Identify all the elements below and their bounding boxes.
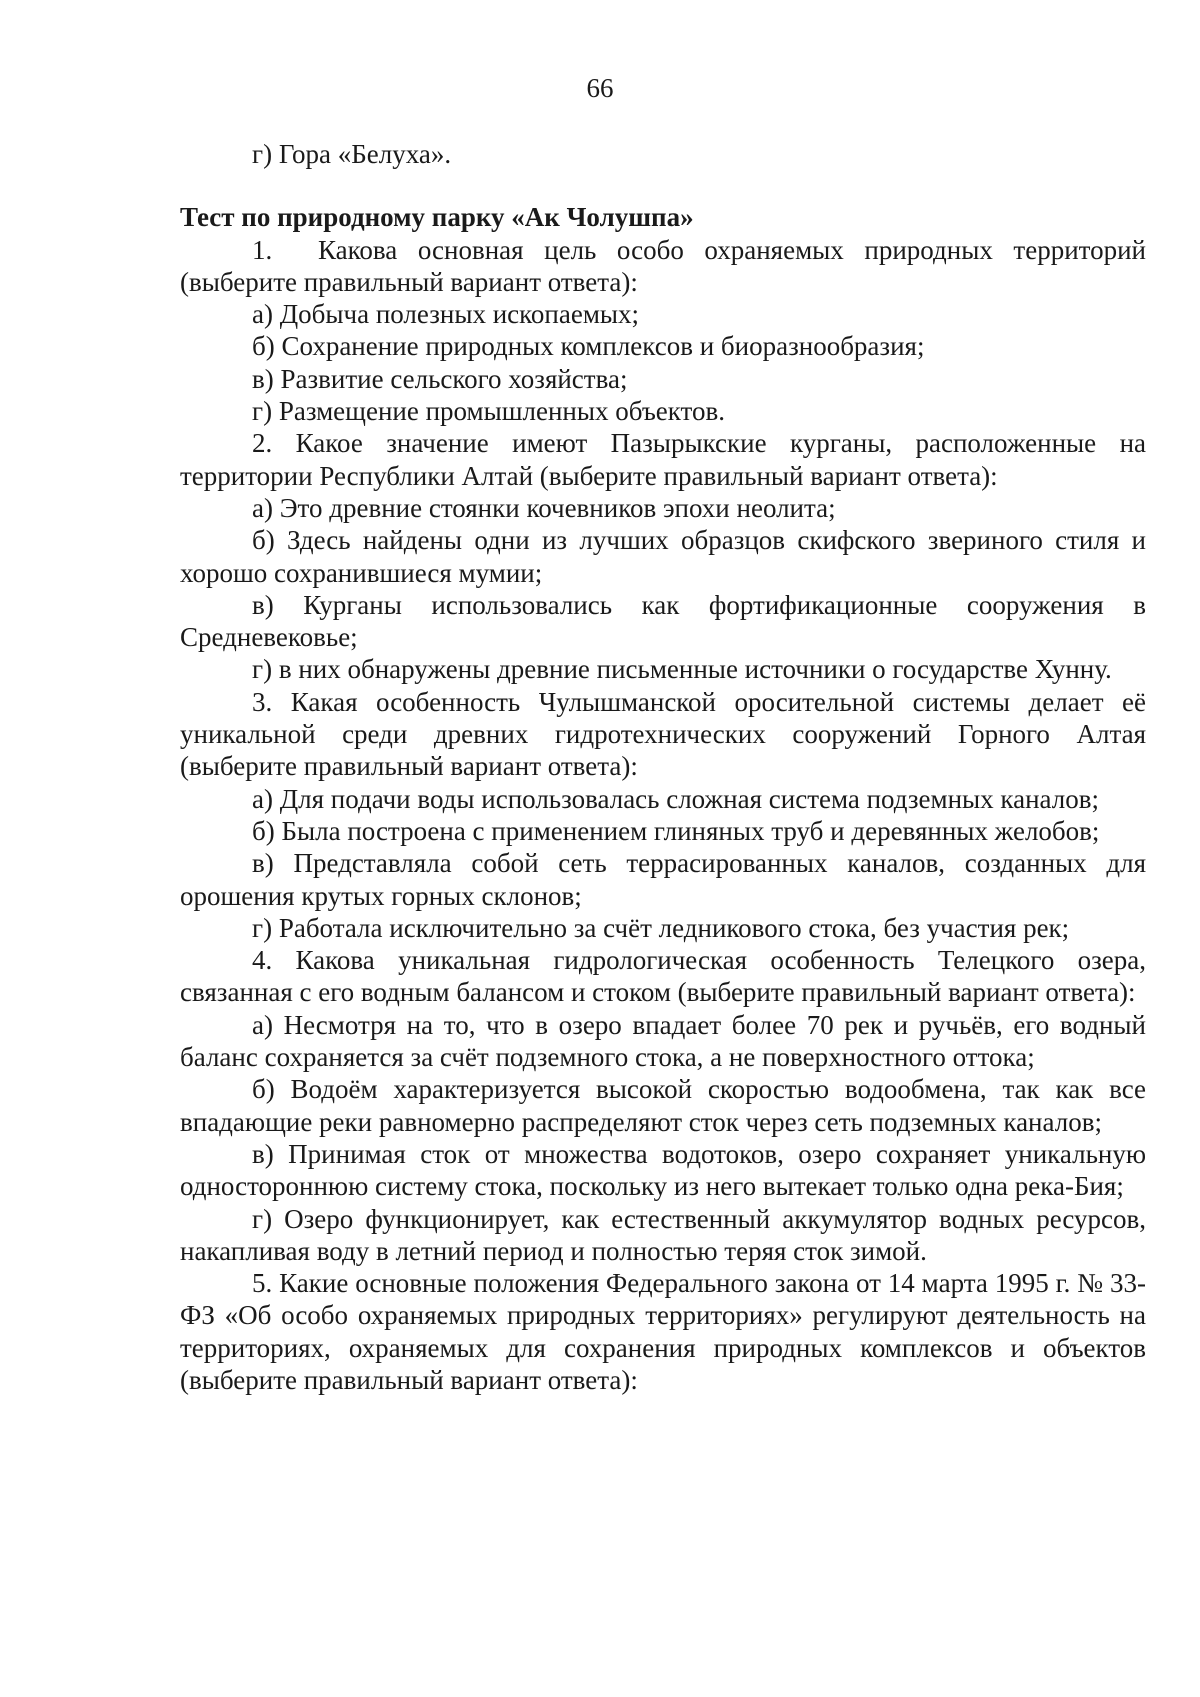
test-heading: Тест по природному парку «Ак Чолушпа» xyxy=(180,202,694,233)
previous-option-g: г) Гора «Белуха». xyxy=(252,139,452,169)
question-1-text: Какова основная цель особо охраняемых природных территорий (выберите правильный вариант ответа): xyxy=(180,234,1146,297)
question-4-option-g: г) Озеро функционирует, как естественный аккумулятор водных ресурсов, накапливая воду в летний период и полностью теряя сток зимой. xyxy=(180,1203,1146,1266)
question-4-option-b: б) Водоём характеризуется высокой скоростью водообмена, так как все впадающие реки равномерно распределяют сток через сеть подземных каналов; xyxy=(180,1074,1146,1137)
document-body xyxy=(180,138,1146,1396)
question-5: 5. Какие основные положения Федерального закона от 14 марта 1995 г. № 33-ФЗ «Об особо охраняемых природных территориях» регулируют деятельность на территориях, охраняемых для сохранения природных комплексов и объектов (выберите правильный вариант ответа): xyxy=(180,1268,1146,1395)
question-4: 4. Какова уникальная гидрологическая особенность Телецкого озера, связанная с его водным балансом и стоком (выберите правильный вариант ответа): xyxy=(180,945,1146,1008)
question-1-option-v: в) Развитие сельского хозяйства; xyxy=(252,363,628,394)
question-1-option-b: б) Сохранение природных комплексов и биоразнообразия; xyxy=(252,331,925,362)
question-3-option-g: г) Работала исключительно за счёт ледникового стока, без участия рек; xyxy=(252,912,1070,943)
question-3-option-v: в) Представляла собой сеть террасированных каналов, созданных для орошения крутых горных склонов; xyxy=(180,848,1146,911)
question-3: 3. Какая особенность Чулышманской оросительной системы делает её уникальной среди древних гидротехнических сооружений Горного Алтая (выберите правильный вариант ответа): xyxy=(180,686,1146,782)
question-2-option-b: б) Здесь найдены одни из лучших образцов скифского звериного стиля и хорошо сохранившиеся мумии; xyxy=(180,525,1146,588)
question-1 xyxy=(180,234,1146,299)
question-4-option-v: в) Принимая сток от множества водотоков, озеро сохраняет уникальную одностороннюю систему стока, поскольку из него вытекает только одна река-Бия; xyxy=(180,1138,1146,1202)
question-1-option-a: а) Добыча полезных ископаемых; xyxy=(252,299,640,330)
question-1-option-g: г) Размещение промышленных объектов. xyxy=(252,396,725,427)
question-1-number: 1. xyxy=(252,234,273,265)
question-2-option-v: в) Курганы использовались как фортификационные сооружения в Средневековье; xyxy=(180,589,1146,653)
question-3-option-b: б) Была построена с применением глиняных труб и деревянных желобов; xyxy=(252,815,1100,846)
question-2: 2. Какое значение имеют Пазырыкские курганы, расположенные на территории Республики Алтай (выберите правильный вариант ответа): xyxy=(180,428,1146,491)
question-2-option-a: а) Это древние стоянки кочевников эпохи неолита; xyxy=(252,492,836,523)
page-number: 66 xyxy=(586,73,614,103)
question-4-option-a: а) Несмотря на то, что в озеро впадает более 70 рек и ручьёв, его водный баланс сохраняется за счёт подземного стока, а не поверхностного оттока; xyxy=(180,1009,1146,1073)
question-3-option-a: а) Для подачи воды использовалась сложная система подземных каналов; xyxy=(252,783,1100,814)
question-2-option-g: г) в них обнаружены древние письменные источники о государстве Хунну. xyxy=(252,654,1112,685)
